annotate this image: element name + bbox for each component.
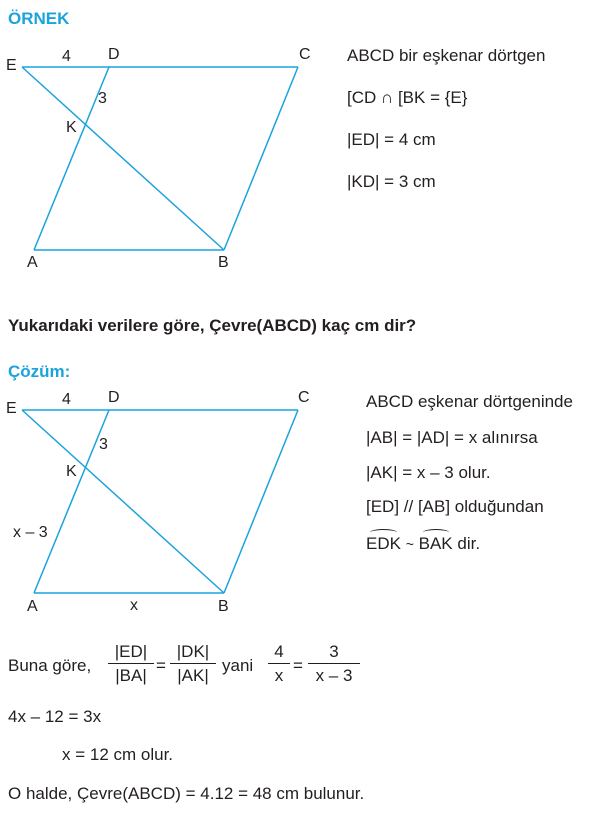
note-line-1: ABCD eşkenar dörtgeninde [366, 392, 573, 411]
similarity-statement [366, 534, 480, 554]
note-line-2: |AB| = |AD| = x alınırsa [366, 428, 538, 447]
fraction-ed-ba-denominator: |BA| [115, 666, 147, 685]
fraction-dk-ak-numerator: |DK| [170, 642, 216, 664]
fraction-ed-ba-numerator: |ED| [108, 642, 154, 664]
segment-cb [224, 67, 298, 250]
sol-label-e: E [6, 400, 17, 417]
sol-label-b: B [218, 598, 229, 615]
label-e: E [6, 57, 17, 74]
sol-label-ak-length: x – 3 [13, 524, 48, 541]
sol-label-c: C [298, 389, 310, 406]
conclusion: O halde, Çevre(ABCD) = 4.12 = 48 cm bulunur. [8, 784, 365, 803]
triangle-edk: EDK [366, 534, 401, 553]
ratio-prefix: Buna göre, [8, 656, 92, 675]
ratio-equals-2: = [293, 656, 303, 675]
similar-symbol: ~ [405, 536, 414, 552]
ratio-yani: yani [222, 656, 254, 675]
fraction-ed-ba [108, 642, 154, 686]
triangle-bak: BAK [418, 534, 453, 553]
label-d: D [108, 46, 120, 63]
given-line-1: ABCD bir eşkenar dörtgen [347, 46, 546, 65]
fraction-4-x [268, 642, 290, 686]
label-b: B [218, 254, 229, 271]
segment-eb-2 [22, 410, 224, 593]
fraction-4-x-numerator: 4 [268, 642, 290, 664]
sol-label-kd-length: 3 [99, 436, 108, 453]
fraction-3-x-3 [308, 642, 360, 686]
note-line-4: [ED] // [AB] olduğundan [366, 497, 544, 516]
note-line-3: |AK| = x – 3 olur. [366, 463, 491, 482]
ratio-equals-1: = [156, 656, 166, 675]
equation-step-2: x = 12 cm olur. [62, 745, 174, 764]
example-heading: ÖRNEK [8, 9, 70, 28]
label-a: A [27, 254, 38, 271]
label-kd-length: 3 [98, 90, 107, 107]
segment-ad-2 [34, 410, 109, 593]
label-c: C [299, 46, 311, 63]
label-k: K [66, 119, 77, 136]
segment-eb [22, 67, 224, 250]
given-line-4: |KD| = 3 cm [347, 172, 436, 191]
sol-label-ed-length: 4 [62, 391, 71, 408]
sol-label-ab-length: x [130, 597, 138, 614]
similarity-tail: dir. [457, 534, 481, 553]
given-line-2: [CD ∩ [BK = {E} [347, 88, 468, 107]
sol-label-d: D [108, 389, 120, 406]
fraction-3-x-3-denominator: x – 3 [315, 666, 353, 685]
fraction-dk-ak-denominator: |AK| [177, 666, 209, 685]
sol-label-a: A [27, 598, 38, 615]
fraction-dk-ak [170, 642, 216, 686]
segment-cb-2 [224, 410, 298, 593]
label-ed-length: 4 [62, 48, 71, 65]
fraction-4-x-denominator: x [274, 666, 284, 685]
given-line-3: |ED| = 4 cm [347, 130, 436, 149]
solution-heading: Çözüm: [8, 362, 71, 381]
sol-label-k: K [66, 463, 77, 480]
fraction-3-x-3-numerator: 3 [308, 642, 360, 664]
question: Yukarıdaki verilere göre, Çevre(ABCD) kaç cm dir? [8, 316, 417, 335]
equation-step-1: 4x – 12 = 3x [8, 707, 102, 726]
